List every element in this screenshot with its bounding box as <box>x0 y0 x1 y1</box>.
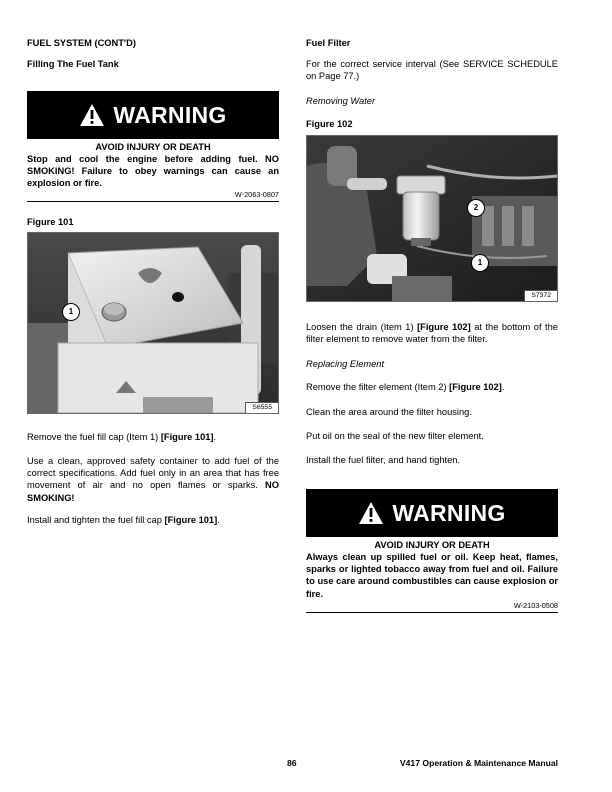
fuel-filter-title: Fuel Filter <box>306 38 351 48</box>
figure-102-label: Figure 102 <box>306 119 353 129</box>
page-number: 86 <box>287 758 297 768</box>
figure-101-label: Figure 101 <box>27 217 74 227</box>
warning-title: AVOID INJURY OR DEATH <box>95 142 211 152</box>
figure-101-code: S6555 <box>245 402 278 413</box>
figure-102-callout-2: 2 <box>467 199 485 217</box>
figure-101-callout-1: 1 <box>62 303 80 321</box>
figure-102-callout-1: 1 <box>471 254 489 272</box>
figure-101-photo <box>27 232 279 414</box>
paragraph-remove-cap: Remove the fuel fill cap (Item 1) [Figure 101]. <box>27 432 217 442</box>
warning-banner-label: WARNING <box>392 499 506 526</box>
warning-triangle-icon <box>358 501 384 525</box>
warning-banner <box>306 489 558 537</box>
paragraph-oil-seal: Put oil on the seal of the new filter element. <box>306 431 484 441</box>
manual-title: V417 Operation & Maintenance Manual <box>399 758 558 768</box>
paragraph-install-filter: Install the fuel filter, and hand tighten. <box>306 455 461 465</box>
replacing-element-heading: Replacing Element <box>306 359 385 369</box>
warning-text: Stop and cool the engine before adding fuel. NO SMOKING! Failure to obey warnings can cause an explosion or fire. <box>27 154 279 189</box>
warning-triangle-icon <box>79 103 105 127</box>
warning-banner <box>27 91 279 139</box>
paragraph-install-cap: Install and tighten the fuel fill cap [Figure 101]. <box>27 515 220 525</box>
paragraph-add-fuel: Use a clean, approved safety container to add fuel of the correct specifications. Add fuel only in an area that has free movement of air and no open flames or sparks. NO SMOKING! <box>27 456 279 503</box>
figure-102-photo <box>306 135 558 302</box>
warning-divider <box>27 201 279 202</box>
paragraph-loosen-drain: Loosen the drain (Item 1) [Figure 102] at the bottom of the filter element to remove water from the filter. <box>306 322 558 345</box>
service-interval-text: For the correct service interval (See SERVICE SCHEDULE on Page 77.) <box>306 59 558 82</box>
subsection-title: Filling The Fuel Tank <box>27 59 119 69</box>
warning-title: AVOID INJURY OR DEATH <box>374 540 490 550</box>
paragraph-remove-filter: Remove the filter element (Item 2) [Figure 102]. <box>306 382 505 392</box>
warning-banner-label: WARNING <box>113 101 227 128</box>
section-title: FUEL SYSTEM (CONT'D) <box>27 38 136 48</box>
warning-code: W-2103-0508 <box>513 601 558 610</box>
warning-text: Always clean up spilled fuel or oil. Keep heat, flames, sparks or lighted tobacco away from fuel and oil. Failure to use care around combustibles can cause explosion or fire. <box>306 552 558 599</box>
paragraph-clean-area: Clean the area around the filter housing. <box>306 407 472 417</box>
figure-102-code: S7372 <box>524 290 557 301</box>
warning-code: W-2063-0807 <box>234 190 279 199</box>
warning-divider <box>306 612 558 613</box>
removing-water-heading: Removing Water <box>306 96 376 106</box>
